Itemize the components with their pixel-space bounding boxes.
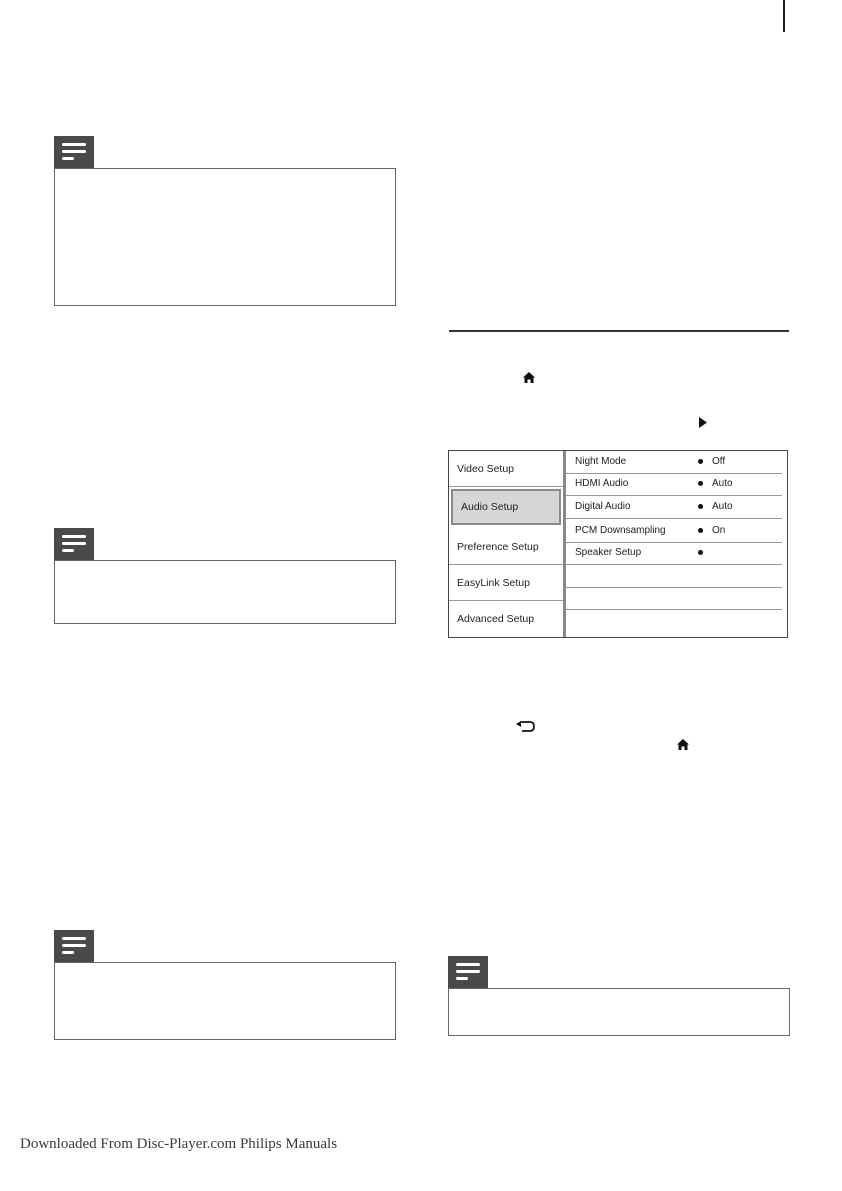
category-label: Audio Setup (461, 501, 519, 513)
option-value: Auto (712, 501, 733, 512)
option-hdmi-audio[interactable] (566, 473, 782, 496)
option-label: Night Mode (575, 456, 627, 467)
play-icon (699, 417, 707, 428)
bullet-icon (698, 528, 703, 533)
bullet-icon (698, 459, 703, 464)
category-preference-setup[interactable] (449, 529, 563, 565)
option-label: Digital Audio (575, 501, 631, 512)
note-box-4 (448, 988, 790, 1036)
empty-row (566, 587, 782, 588)
category-audio-setup[interactable] (451, 489, 561, 525)
option-label: PCM Downsampling (575, 525, 666, 536)
bullet-icon (698, 504, 703, 509)
bullet-icon (698, 550, 703, 555)
empty-row (566, 609, 782, 610)
note-box-2 (54, 560, 396, 624)
category-label: Preference Setup (457, 540, 539, 553)
setup-menu (448, 450, 788, 638)
category-video-setup[interactable] (449, 451, 563, 487)
page-edge-line (783, 0, 785, 32)
option-value: Off (712, 456, 726, 467)
bullet-icon (698, 481, 703, 486)
category-label: Advanced Setup (457, 613, 535, 625)
home-icon (523, 372, 535, 383)
note-icon (54, 136, 94, 168)
section-rule (449, 330, 789, 332)
note-icon (448, 956, 488, 988)
option-label: Speaker Setup (575, 547, 642, 558)
category-advanced-setup[interactable] (449, 601, 563, 637)
option-value: On (712, 525, 726, 536)
option-pcm-downsampling[interactable] (566, 520, 782, 543)
option-value: Auto (712, 478, 733, 489)
note-box-3 (54, 962, 396, 1040)
note-icon (54, 930, 94, 962)
category-easylink-setup[interactable] (449, 565, 563, 601)
category-label: EasyLink Setup (457, 576, 530, 589)
option-digital-audio[interactable] (566, 496, 782, 519)
setup-categories (449, 451, 566, 637)
setup-options (566, 451, 787, 637)
home-icon (677, 739, 689, 750)
option-speaker-setup[interactable] (566, 542, 782, 565)
back-icon (515, 720, 535, 734)
note-box-1 (54, 168, 396, 306)
footer-text: Downloaded From Disc-Player.com Philips Manuals (20, 1136, 338, 1152)
option-night-mode[interactable] (566, 451, 782, 474)
note-icon (54, 528, 94, 560)
category-label: Video Setup (457, 462, 515, 475)
option-label: HDMI Audio (575, 478, 629, 489)
